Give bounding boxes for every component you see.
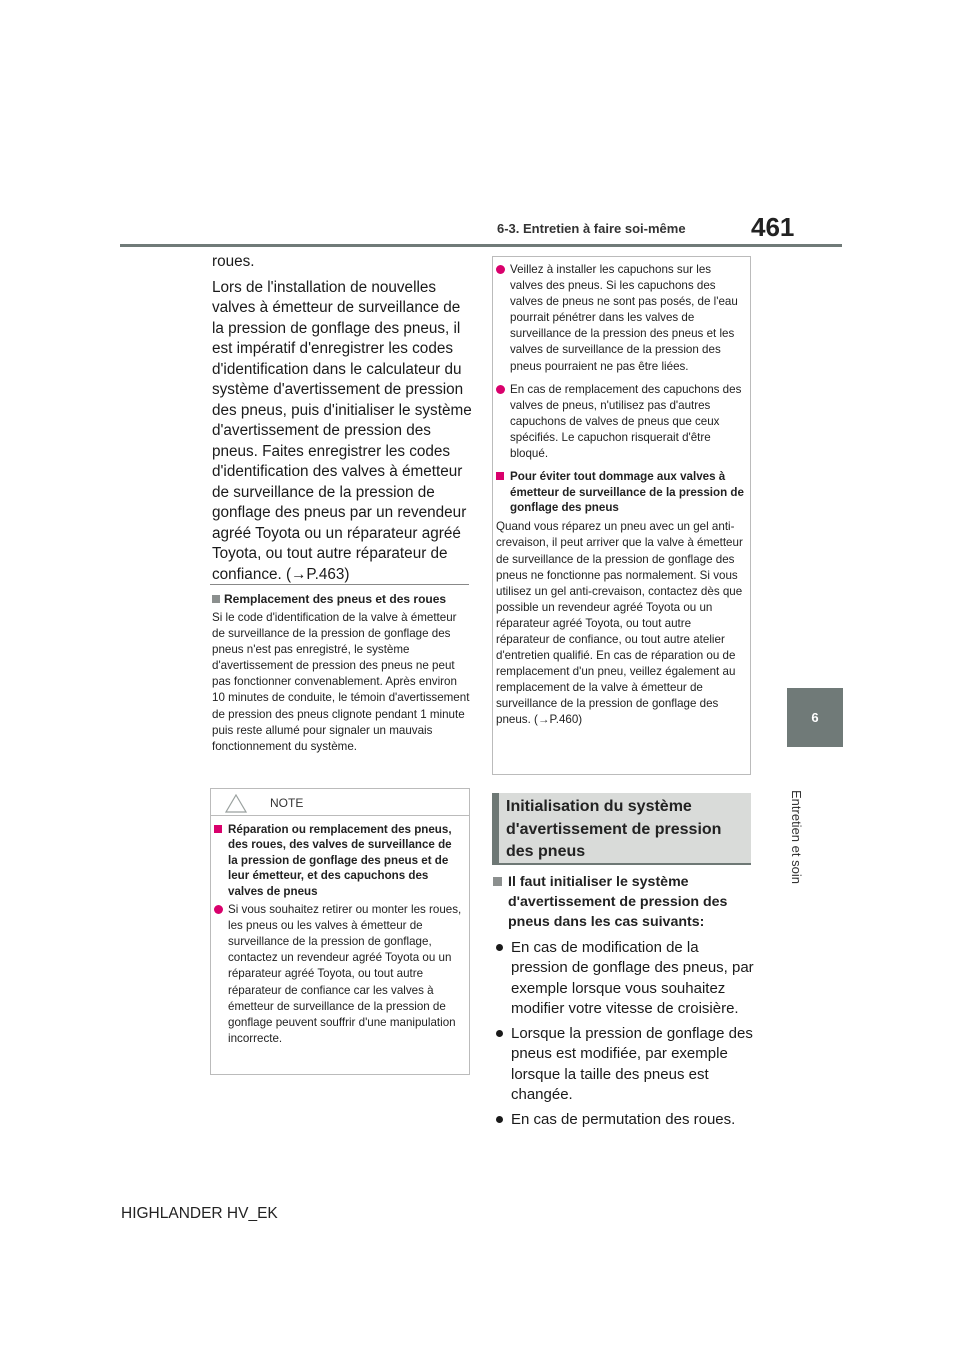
list-item-text: En cas de modification de la pression de gonflage des pneus, par exemple lorsque vous souhaitez modifier votre vitesse de croisière. xyxy=(511,939,754,1017)
caution-bullet-text: Veillez à installer les capuchons sur les valves des pneus. Si les capuchons des valves de pneus ne sont pas posés, de l'eau pourrait pénétrer dans les valves de surveillance de la pression des pneus et les valves de surveillance de la pression des pneus pourraient ne pas être liées. xyxy=(510,263,738,373)
note-heading xyxy=(214,822,464,899)
section-title: 6-3. Entretien à faire soi-même xyxy=(497,221,686,236)
paragraph: roues. xyxy=(212,253,255,270)
section-subheading xyxy=(493,872,755,932)
section-heading-bar xyxy=(492,793,499,863)
caution-bullet-text: En cas de remplacement des capuchons des valves de pneus, n'utilisez pas d'autres capuchons de valves de pneus que ceux spécifiés. Le capuchon risquerait d'être bloqué. xyxy=(510,382,742,461)
square-bullet-icon xyxy=(496,472,504,480)
paragraph: Lors de l'installation de nouvelles valves à émetteur de surveillance de la pression de gonflage des pneus, il est impératif d'enregistrer les codes d'identification dans le calculateur du système d'avertissement de pression des pneus, puis d'initialiser le système d'avertissement de pression des pneus. Faites enregistrer les codes d'identification des valves à émetteur de surveillance de la pression de gonflage des pneus par un revendeur agréé Toyota ou un réparateur agréé Toyota, ou tout autre réparateur de confiance. (→P.463) xyxy=(212,278,472,583)
info-title: Remplacement des pneus et des roues xyxy=(224,592,447,606)
info-divider xyxy=(210,584,469,585)
section-body xyxy=(493,872,755,1131)
caution-heading-text: Pour éviter tout dommage aux valves à émetteur de surveillance de la pression de gonflage des pneus xyxy=(510,470,744,514)
footer-model: HIGHLANDER HV_EK xyxy=(121,1205,278,1222)
list-item xyxy=(493,1110,755,1130)
list-item xyxy=(493,1024,755,1105)
bullet-dot-icon xyxy=(496,944,503,951)
note-title: NOTE xyxy=(270,796,304,810)
circle-bullet-icon xyxy=(214,905,223,914)
caution-text: Quand vous réparez un pneu avec un gel anti-crevaison, il peut arriver que la valve à émetteur de surveillance de la pression de gonflage des pneus ne fonctionne pas normalement. Si vous utilisez un gel anti-crevaison, contactez dès que possible un revendeur agréé Toyota ou un réparateur agréé Toyota, ou tout autre réparateur de confiance, ou tout autre atelier d'entretien qualifié. En cas de réparation ou de remplacement d'un pneu, veillez également au remplacement de la valve à émetteur de surveillance de la pression de gonflage des pneus. (→P.460) xyxy=(496,520,743,727)
square-bullet-icon xyxy=(493,877,502,886)
note-content xyxy=(214,822,464,1047)
info-heading xyxy=(212,592,470,607)
caution-heading xyxy=(496,469,746,515)
note-bullet-text: Si vous souhaitez retirer ou monter les roues, les pneus ou les valves à émetteur de surveillance de la pression de gonflage, contactez un revendeur agréé Toyota ou un réparateur agréé Toyota, ou tout autre réparateur de confiance car les valves à émetteur de surveillance de la pression de gonflage peuvent souffrir d'une manipulation incorrecte. xyxy=(228,903,462,1045)
section-heading: Initialisation du système d'avertissement de pression des pneus xyxy=(506,798,722,860)
section-subheading-text: Il faut initialiser le système d'avertissement de pression des pneus dans les cas suivants: xyxy=(508,874,728,930)
page-number: 461 xyxy=(751,212,795,242)
circle-bullet-icon xyxy=(496,385,505,394)
caution-bullet xyxy=(496,262,746,375)
note-bullet xyxy=(214,902,464,1047)
square-bullet-icon xyxy=(214,825,222,833)
bullet-dot-icon xyxy=(496,1030,503,1037)
chapter-tab xyxy=(787,688,843,747)
caution-bullet xyxy=(496,382,746,462)
warning-triangle-icon xyxy=(225,794,247,813)
info-text: Si le code d'identification de la valve à émetteur de surveillance de la pression de gonflage des pneus n'est pas enregistré, le système d'avertissement de pression des pneus ne peut pas fonctionner convenablement. Après environ 10 minutes de conduite, le témoin d'avertissement de pression des pneus clignote pendant 1 minute puis reste allumé pour signaler un mauvais fonctionnement du système. xyxy=(212,611,470,753)
chapter-number: 6 xyxy=(811,710,819,725)
header-divider xyxy=(120,244,842,247)
caution-content xyxy=(496,262,746,729)
list-item-text: Lorsque la pression de gonflage des pneus est modifiée, par exemple lorsque la taille des pneus est changée. xyxy=(511,1025,753,1104)
note-divider xyxy=(211,815,469,816)
chapter-title: Entretien et soin xyxy=(789,790,804,884)
square-bullet-icon xyxy=(212,595,220,603)
chapter-side-label xyxy=(786,790,806,884)
note-title-row xyxy=(225,794,455,814)
list-item-text: En cas de permutation des roues. xyxy=(511,1111,736,1129)
left-body-text xyxy=(212,252,474,585)
circle-bullet-icon xyxy=(496,265,505,274)
note-heading-text: Réparation ou remplacement des pneus, des roues, des valves de surveillance de la pression de gonflage des pneus et de leur émetteur, et des capuchons des valves de pneus xyxy=(228,823,452,898)
list-item xyxy=(493,938,755,1019)
info-block xyxy=(212,592,470,755)
bullet-dot-icon xyxy=(496,1116,503,1123)
